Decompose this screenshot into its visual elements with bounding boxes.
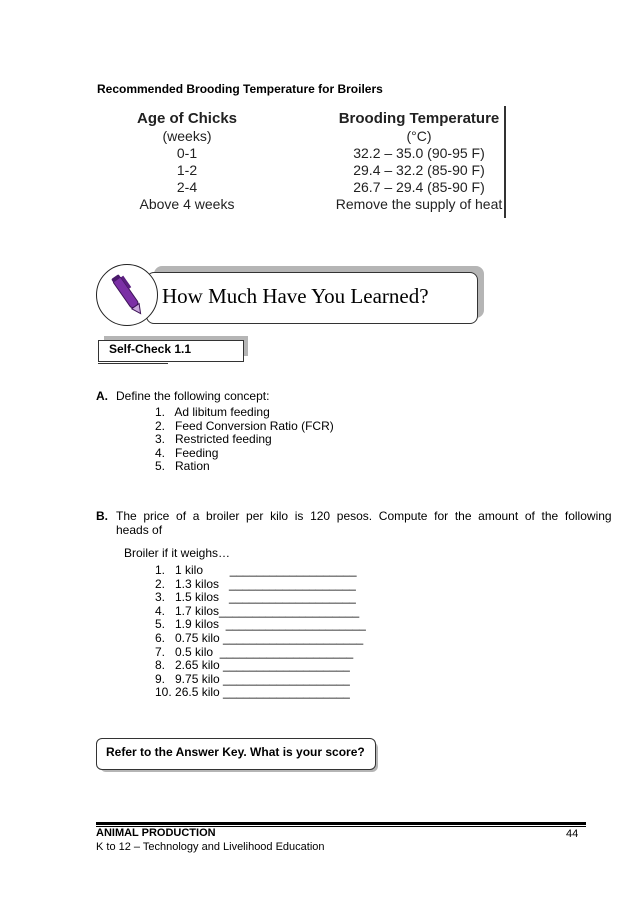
age-column — [127, 110, 247, 213]
temperature-row: 29.4 – 32.2 (85-90 F) — [353, 162, 485, 178]
concept-list — [155, 406, 334, 474]
section-b-prompt: Broiler if it weighs… — [124, 546, 231, 560]
section-b-instruction-cont: heads of — [116, 523, 163, 537]
section-a-instruction: Define the following concept: — [116, 389, 270, 403]
list-item: 1. 1 kilo ___________________ — [155, 563, 357, 577]
list-item: 6. 0.75 kilo _____________________ — [155, 630, 364, 645]
age-row: 0-1 — [176, 145, 198, 161]
list-item: 9. 9.75 kilo ___________________ — [155, 671, 350, 686]
temperature-row: Remove the supply of heat — [335, 196, 503, 212]
section-heading: Recommended Brooding Temperature for Broilers — [97, 82, 383, 96]
age-column-unit: (weeks) — [162, 128, 212, 144]
age-row: 1-2 — [176, 162, 198, 178]
footer-subtitle: K to 12 – Technology and Livelihood Education — [96, 841, 325, 853]
section-b-instruction: The price of a broiler per kilo is 120 pesos. Compute for the amount of the following — [116, 509, 612, 523]
list-item: 2. 1.3 kilos ___________________ — [155, 576, 356, 591]
age-row: Above 4 weeks — [139, 196, 235, 212]
list-item: 5. Ration — [155, 459, 210, 474]
list-item: 1. Ad libitum feeding — [155, 405, 270, 419]
page-number: 44 — [566, 828, 579, 840]
banner-title: How Much Have You Learned? — [162, 284, 429, 308]
table-divider — [504, 106, 506, 218]
list-item: 8. 2.65 kilo ___________________ — [155, 658, 350, 673]
list-item: 3. 1.5 kilos ___________________ — [155, 590, 356, 605]
temperature-row: 32.2 – 35.0 (90-95 F) — [353, 145, 485, 161]
section-a-letter: A. — [96, 389, 108, 403]
weight-list — [155, 564, 366, 700]
list-item: 4. 1.7 kilos_____________________ — [155, 603, 360, 618]
list-item: 7. 0.5 kilo ____________________ — [155, 644, 354, 659]
age-column-header: Age of Chicks — [136, 110, 238, 127]
temperature-row: 26.7 – 29.4 (85-90 F) — [353, 179, 485, 195]
list-item: 10. 26.5 kilo ___________________ — [155, 685, 350, 700]
section-b-letter: B. — [96, 509, 108, 523]
footer-rule — [96, 822, 586, 825]
self-check-label: Self-Check 1.1 — [109, 342, 192, 356]
footer-title: ANIMAL PRODUCTION — [96, 827, 216, 839]
temperature-column-header: Brooding Temperature — [338, 110, 500, 127]
list-item: 3. Restricted feeding — [155, 432, 272, 447]
temperature-column-unit: (°C) — [406, 128, 432, 144]
list-item: 2. Feed Conversion Ratio (FCR) — [155, 418, 334, 433]
answer-key-text: Refer to the Answer Key. What is your score? — [106, 745, 365, 759]
list-item: 4. Feeding — [155, 445, 219, 460]
self-check-underline — [98, 363, 168, 364]
pen-icon-circle — [96, 264, 158, 326]
pen-icon — [97, 265, 157, 325]
list-item: 5. 1.9 kilos _____________________ — [155, 617, 366, 632]
age-row: 2-4 — [176, 179, 198, 195]
temperature-column — [334, 110, 504, 213]
